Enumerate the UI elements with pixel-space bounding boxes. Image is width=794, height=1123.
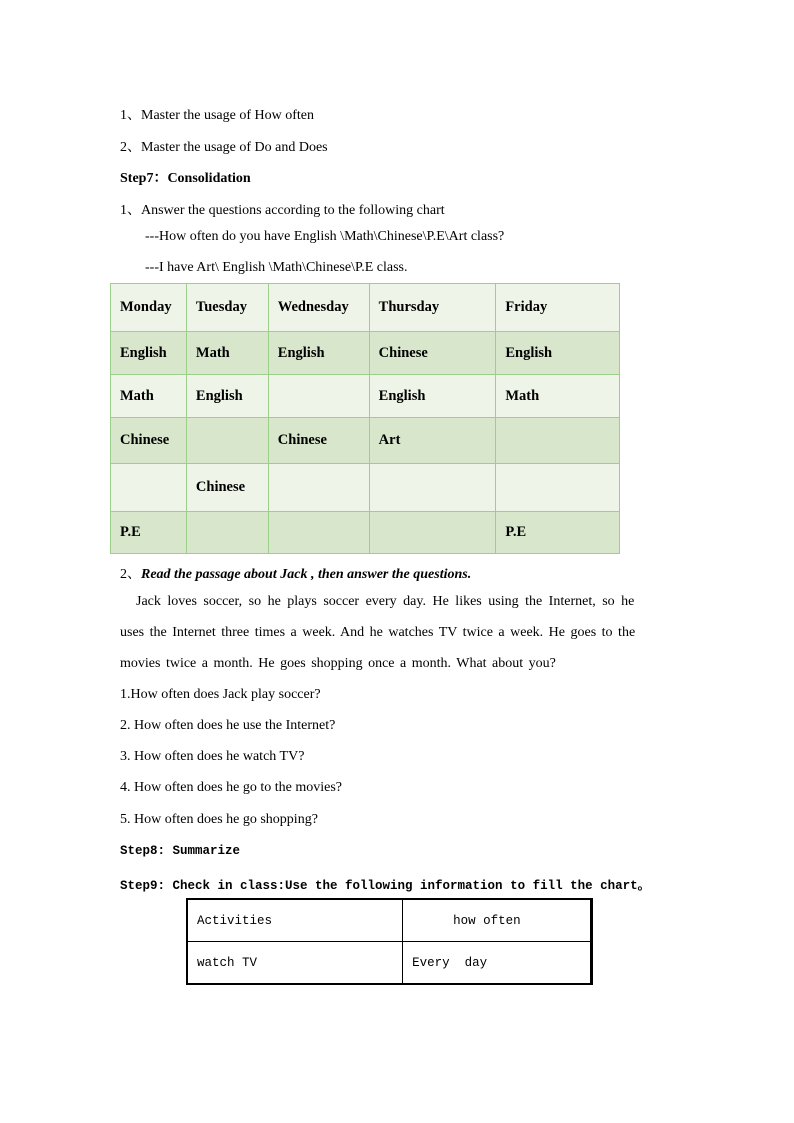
schedule-cell [496,464,620,512]
header-monday: Monday [111,284,187,332]
step7-task: 1、Answer the questions according to the following chart [120,203,445,218]
schedule-cell [268,464,369,512]
header-activities: Activities [187,899,403,942]
header-thursday: Thursday [369,284,496,332]
schedule-cell [369,512,496,554]
reading-question: 3. How often does he watch TV? [120,749,305,764]
reading-question: 2. How often does he use the Internet? [120,718,336,733]
schedule-cell: Chinese [369,332,496,375]
schedule-cell [186,512,268,554]
schedule-table [110,283,620,554]
schedule-cell [369,464,496,512]
schedule-row [111,375,620,418]
step8-title: Step8: Summarize [120,844,241,858]
check-header-row [187,899,592,942]
step7-question: ---How often do you have English \Math\Chinese\P.E\Art class? [145,229,505,244]
passage-line: Jack loves soccer, so he plays soccer every day. He likes using the Internet, so he [136,594,635,609]
schedule-cell: English [369,375,496,418]
reading-number: 2、 [120,567,141,582]
schedule-row [111,464,620,512]
step7-answer: ---I have Art\ English \Math\Chinese\P.E class. [145,260,408,275]
schedule-cell: Chinese [111,418,187,464]
check-row [187,942,592,985]
schedule-header-row [111,284,620,332]
objective-1: 1、Master the usage of How often [120,108,315,123]
check-cell: Every day [403,942,592,985]
check-cell: watch TV [187,942,403,985]
schedule-cell: Chinese [186,464,268,512]
step9-title: Step9: Check in class:Use the following information to fill the chart。 [120,879,651,893]
passage-line: movies twice a month. He goes shopping once a month. What about you? [120,656,556,671]
reading-instruction: Read the passage about Jack , then answer the questions. [141,567,472,582]
schedule-cell: Math [186,332,268,375]
schedule-cell [186,418,268,464]
schedule-cell: Math [111,375,187,418]
schedule-row [111,332,620,375]
schedule-cell: Chinese [268,418,369,464]
schedule-cell: English [111,332,187,375]
check-table [186,898,593,985]
schedule-cell: English [496,332,620,375]
header-friday: Friday [496,284,620,332]
schedule-row [111,512,620,554]
header-wednesday: Wednesday [268,284,369,332]
schedule-cell: Math [496,375,620,418]
reading-question: 5. How often does he go shopping? [120,812,318,827]
schedule-cell: English [186,375,268,418]
reading-question: 1.How often does Jack play soccer? [120,687,321,702]
passage-line: uses the Internet three times a week. And he watches TV twice a week. He goes to the [120,625,636,640]
schedule-row [111,418,620,464]
step7-title: Step7：Consolidation [120,171,251,186]
schedule-cell [268,375,369,418]
reading-question: 4. How often does he go to the movies? [120,780,343,795]
schedule-cell [268,512,369,554]
schedule-cell: English [268,332,369,375]
objective-2: 2、Master the usage of Do and Does [120,140,328,155]
header-tuesday: Tuesday [186,284,268,332]
schedule-cell: Art [369,418,496,464]
schedule-cell [496,418,620,464]
reading-header [120,563,471,583]
schedule-cell [111,464,187,512]
schedule-cell: P.E [111,512,187,554]
header-how-often: how often [403,899,592,942]
schedule-cell: P.E [496,512,620,554]
